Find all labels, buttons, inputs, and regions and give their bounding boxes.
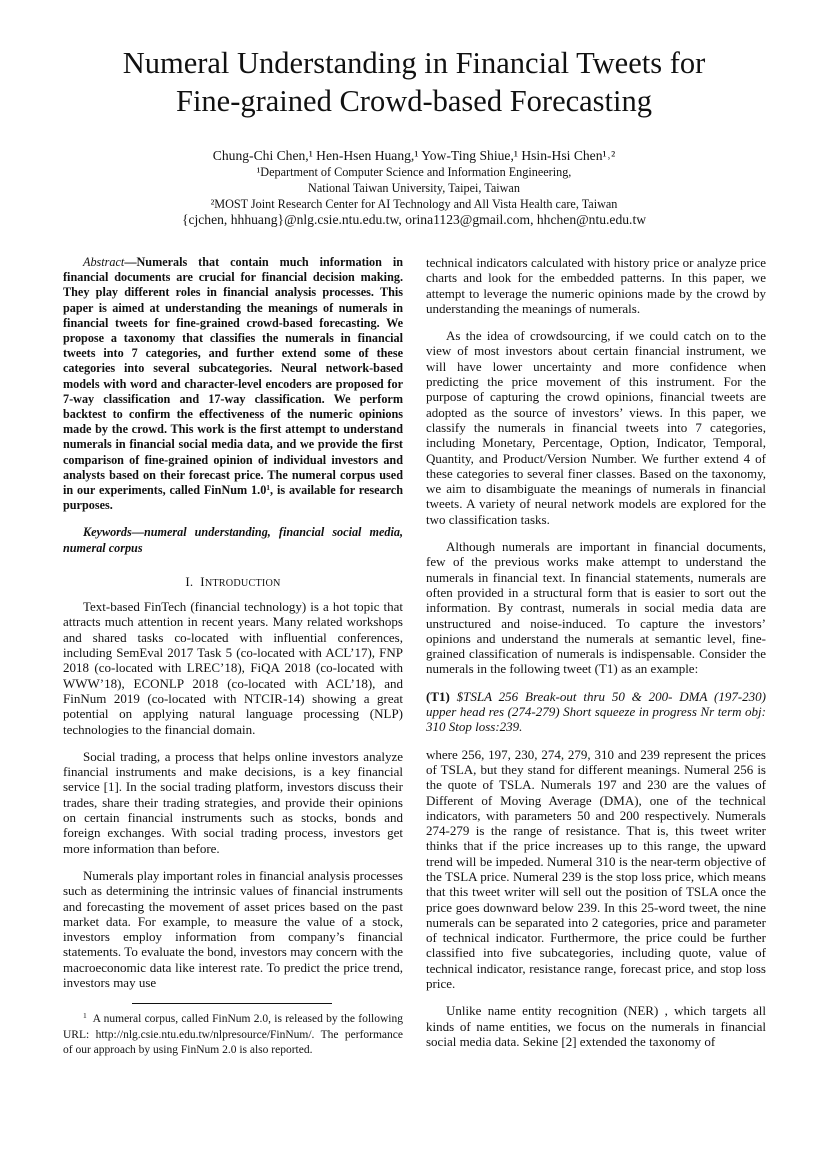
- abstract-text: —Numerals that contain much information in financial documents are crucial for financial decision making. They play different roles in financial analysis processes. This paper is aimed at understanding the meanings of numerals in financial tweets for fine-grained crowd-based forecasting. We propose a taxonomy that classifies the numerals in financial tweets into 7 categories, and further extend some of these categories into several subcategories. Neural network-based models with word and character-level encoders are proposed for 7-way classification and 17-way classification. We perform backtest to confirm the effectiveness of the numeric opinions made by the crowd. This work is the first attempt to understand numerals in financial social media data, and we provide the first comparison of fine-grained opinion of individual investors and analysts based on their forecast price. The numeral corpus used in our experiments, called FinNum 1.0: [63, 255, 403, 498]
- footnote-mark: 1: [83, 1011, 87, 1020]
- footnote-text: A numeral corpus, called FinNum 2.0, is released by the following URL: http://nlg.csie.ntu.edu.tw/nlpresource/FinNum/. The performance of our approach by using FinNum 2.0 is also reported.: [63, 1013, 403, 1056]
- paragraph-tweet-explanation: where 256, 197, 230, 274, 279, 310 and 239 represent the prices of TSLA, but they stand for different meanings. Numeral 256 is the quote of TSLA. Numerals 197 and 230 are the values of Different of Moving Average (DMA), one of the technical indicators, with parameters 50 and 200 respectively. Numerals 274-279 is the range of resistance. That is, this tweet writer thinks that if the price increases up to this range, the upward trend will be impeded. Numeral 310 is the near-term objective of the TSLA price. Numeral 239 is the stop loss price, which means that this tweet writer will sell out the position of TSLA once the price goes downward below 239. In this 25-word tweet, the nine numerals can be separated into 2 categories, price and parameter of technical indicator. Furthermore, the price could be further classified into five subcategories, including quote, value of technical indicator, resistance range, forecast price, and stop loss price.: [426, 746, 766, 992]
- example-tweet: [426, 689, 766, 735]
- title-line-1: Numeral Understanding in Financial Tweets for: [122, 46, 706, 80]
- tweet-tag: (T1): [426, 688, 450, 704]
- affiliation-2: ²MOST Joint Research Center for AI Technology and All Vista Health care, Taiwan: [210, 197, 618, 211]
- footnote-ref: 1: [266, 483, 271, 493]
- abstract: [63, 255, 403, 513]
- section-title-rest: NTRODUCTION: [204, 577, 281, 589]
- author-emails: {cjchen, hhhuang}@nlg.csie.ntu.edu.tw, orina1123@gmail.com, hhchen@ntu.edu.tw: [181, 212, 647, 227]
- paragraph-numerals-roles: Numerals play important roles in financial analysis processes such as determining the intrinsic values of financial instruments and forecasting the movement of asset prices based on the past market data. For example, to measure the value of a stock, investors employ information from company’s financial statements. To evaluate the bond, investors may concern with the macroeconomic data like interest rate. To predict the price trend, investors may use: [63, 867, 403, 990]
- keywords: Keywords—numeral understanding, financial social media, numeral corpus: [63, 525, 403, 555]
- section-heading-introduction: [63, 574, 403, 591]
- paragraph-numerals-importance: Although numerals are important in financial documents, few of the previous works make attempt to understand the numerals in financial text. In financial statements, numerals are often provided in a structural form that is easier to sort out the information. By contrast, numerals in social media data are unstructured and noise-induced. To capture the investors’ opinions and understand the numerals at semantic level, fine-grained classification of numerals is indispensable. Consider the numerals in the following tweet (T1) as an example:: [426, 539, 766, 677]
- affiliation-1-line-1: ¹Department of Computer Science and Information Engineering,: [256, 165, 572, 179]
- section-initial: I: [200, 573, 205, 589]
- author-names: Chung-Chi Chen,¹ Hen-Hsen Huang,¹ Yow-Ting Shiue,¹ Hsin-Hsi Chen¹˒²: [212, 148, 616, 163]
- abstract-text-end: , is available for research purposes.: [63, 483, 403, 513]
- paragraph-social-trading: Social trading, a process that helps online investors analyze financial instruments and make decisions, is a key financial service [1]. In the social trading platform, investors discuss their trades, share their trading strategies, and provide their opinions on certain financial instruments such as stocks, bonds and foreign exchanges. With social trading process, investors get more information than before.: [63, 748, 403, 856]
- paper-title: [60, 44, 768, 120]
- footnote-rule: [132, 1003, 332, 1004]
- paragraph-technical-indicators: technical indicators calculated with history price or analyze price charts and look for the embedded patterns. In this paper, we attempt to leverage the numeric opinions made by the crowd by understanding the meanings of numerals.: [426, 255, 766, 316]
- left-column: [63, 255, 403, 990]
- affiliation-1-line-2: National Taiwan University, Taipei, Taiwan: [308, 181, 520, 195]
- footnote: [63, 1012, 403, 1059]
- author-block: [80, 148, 748, 228]
- paragraph-ner: Unlike name entity recognition (NER) , which targets all kinds of name entities, we focus on the numerals in financial social media data. Sekine [2] extended the taxonomy of: [426, 1003, 766, 1049]
- paragraph-crowdsourcing: As the idea of crowdsourcing, if we could catch on to the view of most investors about certain financial instrument, we will have lower uncertainty and more confidence when predicting the price movement of this instrument. For the purpose of capturing the crowd opinions, financial tweets are adopted as the source of investors’ views. In this paper, we classify the numerals in financial tweets into 7 categories, including Monetary, Percentage, Option, Indicator, Temporal, Quantity, and Product/Version Number. We further extend 4 of these categories to several finer classes. Based on the taxonomy, we aim to disambiguate the meanings of numerals in financial tweets. A variety of neural network models are explored for the two classification tasks.: [426, 328, 766, 527]
- abstract-lead: Abstract: [83, 255, 125, 269]
- right-column: [426, 255, 766, 1049]
- title-line-2: Fine-grained Crowd-based Forecasting: [175, 84, 652, 118]
- section-number: I.: [185, 573, 194, 589]
- tweet-text: $TSLA 256 Break-out thru 50 & 200- DMA (197-230) upper head res (274-279) Short squeeze in progress Nr term obj: 310 Stop loss:239.: [426, 688, 766, 735]
- paragraph-fintech: Text-based FinTech (financial technology) is a hot topic that attracts much attention in recent years. Many related workshops and shared tasks co-located with influential conferences, including SemEval 2017 Task 5 (co-located with ACL’17), FNP 2018 (co-located with LREC’18), FiQA 2018 (co-located with WWW’18), ECONLP 2018 (co-located with ACL’18), and FinNum 2019 (co-located with NTCIR-14) showing a great potential on applying natural language processing (NLP) technologies to the financial domain.: [63, 599, 403, 737]
